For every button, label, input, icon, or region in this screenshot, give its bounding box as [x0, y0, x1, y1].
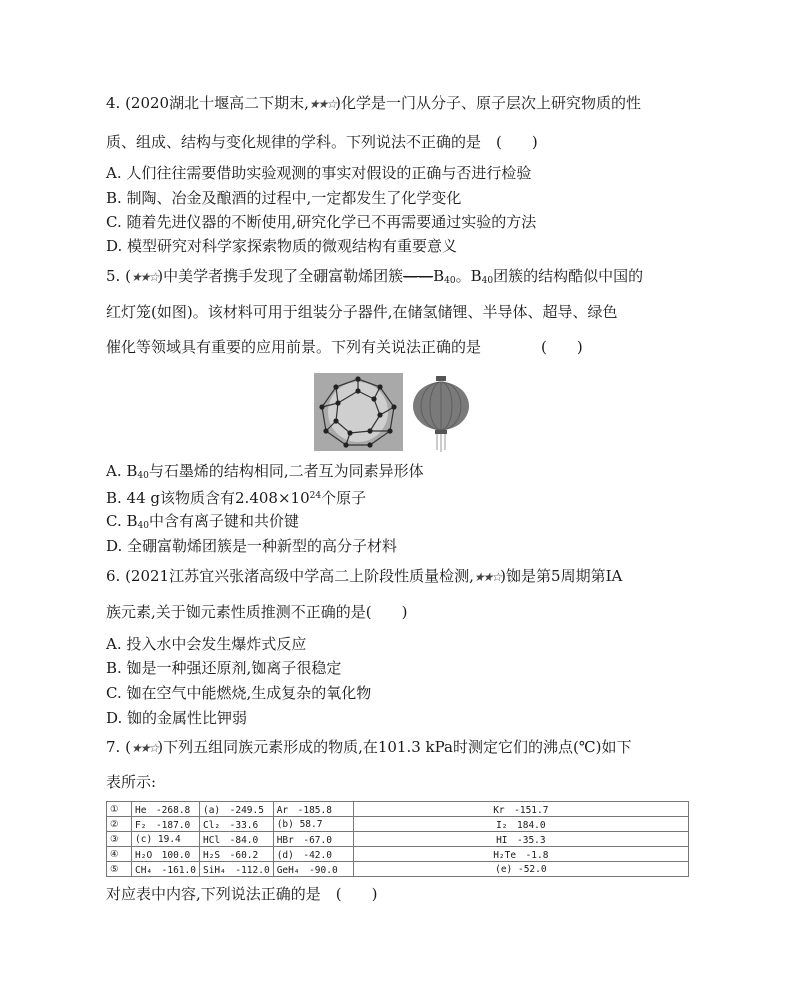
- b40-molecule-image: [314, 373, 403, 451]
- q5-stem-text: )中美学者携手发现了全硼富勒烯团簇: [157, 267, 404, 285]
- q5-stem-line-3: 催化等领域具有重要的应用前景。下列有关说法正确的是 ( ): [106, 338, 583, 356]
- table-cell: HBr -67.0: [273, 832, 353, 847]
- table-row: [107, 832, 689, 847]
- table-row: [107, 802, 689, 817]
- q4-option-c: C. 随着先进仪器的不断使用,研究化学已不再需要通过实验的方法: [106, 213, 537, 231]
- q6-source: 6. (2021江苏宜兴张渚高级中学高二上阶段性质量检测,: [106, 567, 474, 585]
- difficulty-stars-icon: ★★☆: [130, 741, 158, 755]
- q5-option-b-text-2: 个原子: [321, 489, 367, 507]
- q4-source: 4. (2020湖北十堰高二下期末,: [106, 94, 309, 112]
- table-cell: H₂S -60.2: [199, 847, 273, 862]
- q5-period: 。: [455, 267, 471, 285]
- q5-formula: B: [433, 267, 445, 285]
- difficulty-stars-icon: ★★☆: [308, 97, 336, 111]
- q5-option-a-formula: B: [126, 462, 138, 480]
- q4-option-d: D. 模型研究对科学家探索物质的微观结构有重要意义: [106, 237, 458, 255]
- q5-option-b-text: B. 44 g该物质含有2.408×10: [106, 489, 310, 507]
- q5-stem-line-1: [106, 266, 643, 291]
- table-cell: ③: [107, 832, 132, 847]
- q5-option-b: [106, 486, 366, 508]
- q5-option-c: [106, 511, 299, 536]
- q5-option-c-label: C.: [106, 512, 127, 530]
- difficulty-stars-icon: ★★☆: [473, 570, 501, 584]
- difficulty-stars-icon: ★★☆: [130, 270, 158, 284]
- q6-stem-line-2: 族元素,关于铷元素性质推测不正确的是( ): [106, 603, 408, 621]
- table-cell: He -268.8: [132, 802, 200, 817]
- table-cell: ②: [107, 817, 132, 832]
- table-cell: Ar -185.8: [273, 802, 353, 817]
- table-row: [107, 817, 689, 832]
- q5-option-d: D. 全硼富勒烯团簇是一种新型的高分子材料: [106, 537, 398, 555]
- q6-option-b: B. 铷是一种强还原剂,铷离子很稳定: [106, 659, 342, 677]
- boiling-point-table: [106, 801, 689, 877]
- q6-option-d: D. 铷的金属性比钾弱: [106, 709, 248, 727]
- q4-stem-text: )化学是一门从分子、原子层次上研究物质的性: [335, 94, 642, 112]
- table-cell: GeH₄ -90.0: [273, 862, 353, 877]
- q7-stem-line-2: 表所示:: [106, 773, 157, 791]
- q5-option-b-exponent: 24: [309, 491, 322, 501]
- table-cell: ⑤: [107, 862, 132, 877]
- table-cell: F₂ -187.0: [132, 817, 200, 832]
- table-cell: HCl -84.0: [199, 832, 273, 847]
- q6-option-c: C. 铷在空气中能燃烧,生成复杂的氧化物: [106, 684, 372, 702]
- q7-number: 7. (: [106, 738, 131, 756]
- q4-stem-line-1: [106, 93, 641, 114]
- q5-dash: ——: [403, 267, 434, 285]
- table-cell: (a) -249.5: [199, 802, 273, 817]
- q5-number: 5. (: [106, 267, 131, 285]
- table-cell: Kr -151.7: [353, 802, 688, 817]
- q5-option-a-sub: 40: [137, 471, 149, 481]
- table-cell: H₂O 100.0: [132, 847, 200, 862]
- q7-stem-text: )下列五组同族元素形成的物质,在101.3 kPa时测定它们的沸点(℃)如下: [157, 738, 632, 756]
- q4-option-a: A. 人们往往需要借助实验观测的事实对假设的正确与否进行检验: [106, 164, 532, 182]
- table-cell: H₂Te -1.8: [353, 847, 688, 862]
- table-cell: ④: [107, 847, 132, 862]
- q5-stem-text-2: 团簇的结构酷似中国的: [493, 267, 644, 285]
- table-cell: HI -35.3: [353, 832, 688, 847]
- q5-option-a-text: 与石墨烯的结构相同,二者互为同素异形体: [148, 462, 424, 480]
- q5-option-a: [106, 461, 424, 486]
- q7-stem-line-1: [106, 737, 632, 758]
- q4-option-b: B. 制陶、冶金及酿酒的过程中,一定都发生了化学变化: [106, 189, 462, 207]
- q6-stem-line-1: [106, 566, 622, 587]
- table-cell: (e) -52.0: [353, 862, 688, 877]
- table-cell: Cl₂ -33.6: [199, 817, 273, 832]
- q4-stem-line-2: 质、组成、结构与变化规律的学科。下列说法不正确的是 ( ): [106, 133, 538, 151]
- q6-option-a: A. 投入水中会发生爆炸式反应: [106, 635, 307, 653]
- q5-formula-2-sub: 40: [481, 276, 494, 286]
- red-lantern-image: [411, 376, 471, 452]
- q6-stem-text: )铷是第5周期第ⅠA: [500, 567, 623, 585]
- table-cell: SiH₄ -112.0: [199, 862, 273, 877]
- table-cell: (c) 19.4: [132, 832, 200, 847]
- q5-option-c-formula: B: [126, 512, 138, 530]
- q5-option-c-sub: 40: [137, 521, 149, 531]
- table-row: [107, 862, 689, 877]
- table-cell: I₂ 184.0: [353, 817, 688, 832]
- table-cell: (d) -42.0: [273, 847, 353, 862]
- table-cell: (b) 58.7: [273, 817, 353, 832]
- table-cell: ①: [107, 802, 132, 817]
- q5-option-c-text: 中含有离子键和共价键: [148, 512, 299, 530]
- q5-stem-line-2: 红灯笼(如图)。该材料可用于组装分子器件,在储氢储锂、半导体、超导、绿色: [106, 303, 618, 321]
- table-cell: CH₄ -161.0: [132, 862, 200, 877]
- q7-stem-line-3: 对应表中内容,下列说法正确的是 ( ): [106, 885, 378, 903]
- q5-formula-2: B: [470, 267, 482, 285]
- q5-option-a-label: A.: [106, 462, 127, 480]
- table-row: [107, 847, 689, 862]
- q5-formula-sub: 40: [444, 276, 456, 286]
